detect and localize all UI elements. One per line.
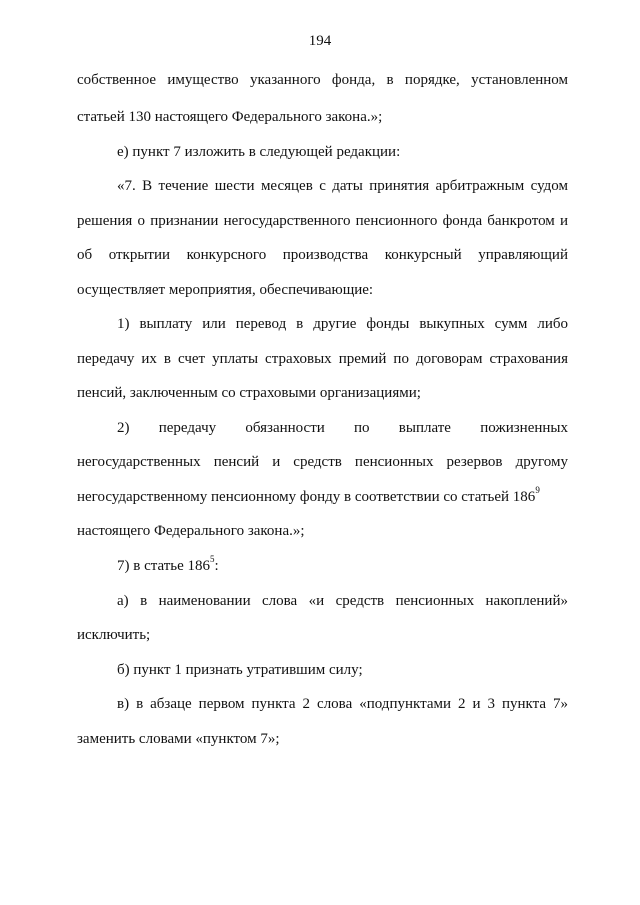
text-line: в) в абзаце первом пункта 2 слова «подпунктами 2 и 3 пункта 7» [117, 696, 568, 712]
text-line: заменить словами «пунктом 7»; [77, 731, 280, 747]
text-line: негосударственных пенсий и средств пенсионных резервов другому [77, 454, 568, 470]
superscript-number: 9 [535, 485, 540, 495]
text-line: а) в наименовании слова «и средств пенсионных накоплений» [117, 593, 568, 609]
text-line: настоящего Федерального закона.»; [77, 523, 305, 539]
text-line: передачу их в счет уплаты страховых премий по договорам страхования [77, 351, 568, 367]
text-line: 2) передачу обязанности по выплате пожизненных [117, 420, 568, 436]
text-line: статьей 130 настоящего Федерального закона.»; [77, 109, 383, 125]
text-line: «7. В течение шести месяцев с даты принятия арбитражным судом [117, 178, 568, 194]
text-line: осуществляет мероприятия, обеспечивающие: [77, 282, 374, 298]
text-line [77, 487, 540, 507]
text-line: 1) выплату или перевод в другие фонды выкупных сумм либо [117, 316, 568, 332]
text-line: пенсий, заключенным со страховыми организациями; [77, 385, 421, 401]
text-line: об открытии конкурсного производства конкурсный управляющий [77, 247, 568, 263]
text-line-suffix: : [214, 558, 219, 574]
superscript-number: 5 [210, 554, 215, 564]
text-line: б) пункт 1 признать утратившим силу; [117, 662, 363, 678]
text-line: решения о признании негосударственного пенсионного фонда банкротом и [77, 213, 568, 229]
text-line [117, 556, 219, 576]
text-line-main: 7) в статье 186 [117, 558, 211, 574]
text-line-main: негосударственному пенсионному фонду в соответствии со статьей 186 [77, 489, 536, 505]
page-number: 194 [308, 33, 332, 49]
text-line: собственное имущество указанного фонда, в порядке, установленном [77, 72, 568, 88]
text-line: исключить; [77, 627, 151, 643]
text-line: е) пункт 7 изложить в следующей редакции: [117, 144, 401, 160]
